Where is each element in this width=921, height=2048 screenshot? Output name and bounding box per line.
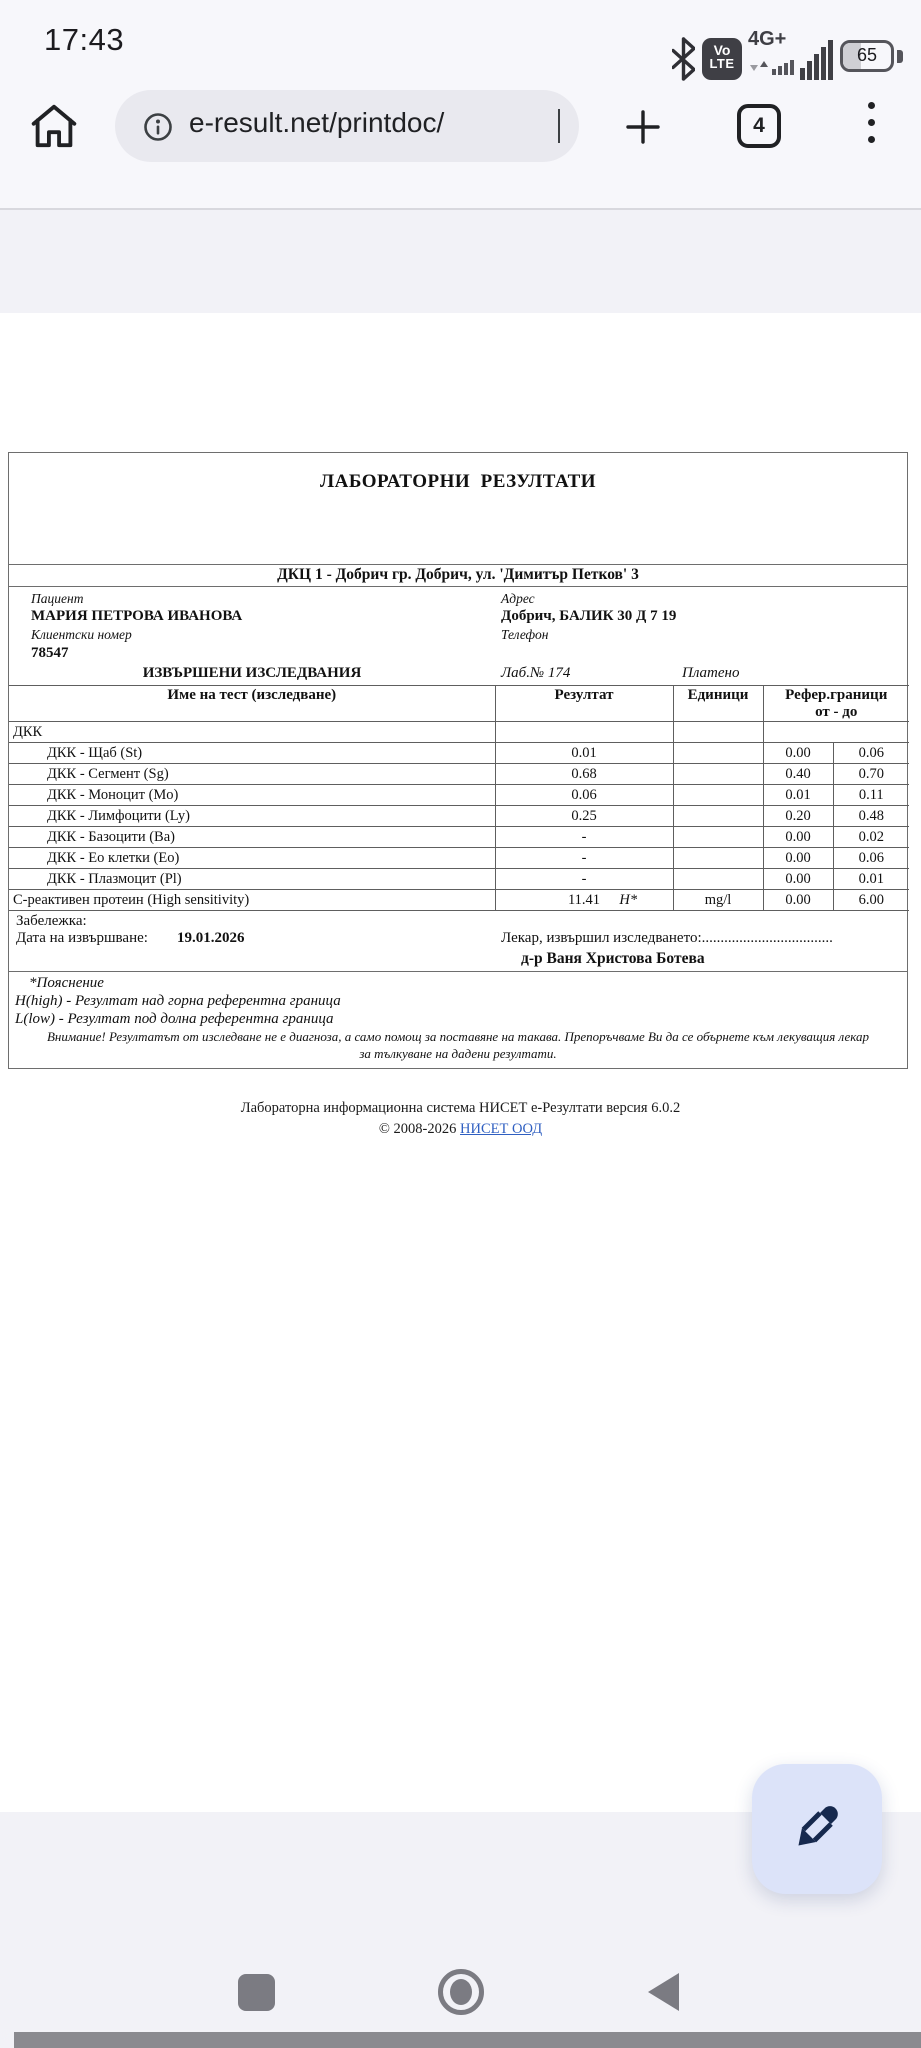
result-cell: 0.68 xyxy=(495,764,673,785)
result-cell: - xyxy=(495,869,673,890)
volte-icon: Vo LTE xyxy=(702,38,742,80)
nav-back-button[interactable] xyxy=(648,1973,679,2011)
viewport-top-margin xyxy=(0,210,921,313)
page-info-icon[interactable] xyxy=(143,112,173,147)
pencil-icon xyxy=(783,1793,851,1866)
units-cell xyxy=(673,743,763,764)
ref-from-cell: 0.00 xyxy=(763,890,833,911)
ref-from-cell: 0.20 xyxy=(763,806,833,827)
patient-info-section xyxy=(9,587,907,665)
bluetooth-icon xyxy=(672,36,695,87)
results-table xyxy=(9,685,909,911)
date-value: 19.01.2026 xyxy=(177,930,245,946)
legend-title: *Пояснение xyxy=(29,975,104,991)
legend-high: H(high) - Резултат над горна референтна граница xyxy=(15,993,341,1009)
ref-to-cell: 6.00 xyxy=(833,890,909,911)
date-label: Дата на извършване: xyxy=(16,930,148,946)
legend-section xyxy=(9,972,907,1068)
home-button[interactable] xyxy=(28,100,80,157)
doctor-name: д-р Ваня Христова Ботева xyxy=(521,950,705,967)
new-tab-button[interactable] xyxy=(622,106,664,153)
niset-link[interactable]: НИСЕТ ООД xyxy=(460,1121,543,1138)
result-cell: 0.06 xyxy=(495,785,673,806)
document-title: ЛАБОРАТОРНИ РЕЗУЛТАТИ xyxy=(319,471,597,492)
table-row xyxy=(9,722,909,743)
ref-from-cell: 0.40 xyxy=(763,764,833,785)
result-cell: - xyxy=(495,848,673,869)
lab-number: Лаб.№ 174 xyxy=(501,665,571,681)
table-row xyxy=(9,785,909,806)
status-time: 17:43 xyxy=(44,22,125,57)
client-number-label: Клиентски номер xyxy=(31,627,132,643)
header-units: Единици xyxy=(673,686,763,722)
test-name-cell: С-реактивен протеин (High sensitivity) xyxy=(9,890,495,911)
header-test-name: Име на тест (изследване) xyxy=(9,686,495,722)
ref-from-cell: 0.00 xyxy=(763,827,833,848)
client-number: 78547 xyxy=(31,644,69,661)
test-name-cell: ДКК - Щаб (St) xyxy=(9,743,495,764)
ref-to-cell: 0.06 xyxy=(833,743,909,764)
address-label: Адрес xyxy=(501,591,535,606)
test-name-cell: ДКК - Ео клетки (Eo) xyxy=(9,848,495,869)
ref-to-cell: 0.01 xyxy=(833,869,909,890)
test-name-cell: ДКК - Сегмент (Sg) xyxy=(9,764,495,785)
phone-label: Телефон xyxy=(501,627,549,643)
data-activity-icon xyxy=(748,56,794,81)
ref-to-cell: 0.48 xyxy=(833,806,909,827)
tab-count: 4 xyxy=(753,114,765,137)
url-text[interactable]: e-result.net/printdoc/ xyxy=(189,107,445,138)
ref-to-cell: 0.70 xyxy=(833,764,909,785)
url-bar[interactable] xyxy=(115,90,579,162)
text-cursor xyxy=(558,109,560,143)
copyright-text: © 2008-2026 xyxy=(378,1121,461,1138)
ref-to-cell: 0.02 xyxy=(833,827,909,848)
units-cell xyxy=(673,785,763,806)
gesture-bar[interactable] xyxy=(14,2032,921,2048)
test-name-cell: ДКК - Лимфоцити (Ly) xyxy=(9,806,495,827)
tab-switcher-button[interactable] xyxy=(737,104,781,148)
ref-to-cell: 0.11 xyxy=(833,785,909,806)
table-row xyxy=(9,848,909,869)
table-row xyxy=(9,806,909,827)
legend-low: L(low) - Резултат под долна референтна граница xyxy=(15,1011,334,1027)
ref-from-cell: 0.00 xyxy=(763,743,833,764)
doctor-label: Лекар, извършил изследването:................................... xyxy=(501,930,833,946)
test-name-cell: ДКК xyxy=(9,722,495,743)
battery-nub xyxy=(897,50,903,63)
notes-section xyxy=(9,911,907,972)
edit-fab-button[interactable] xyxy=(752,1764,882,1894)
result-cell: 0.25 xyxy=(495,806,673,827)
table-header-row xyxy=(9,686,909,722)
units-cell xyxy=(673,764,763,785)
ref-from-cell: 0.00 xyxy=(763,848,833,869)
units-cell: mg/l xyxy=(673,890,763,911)
table-row xyxy=(9,869,909,890)
units-cell xyxy=(673,827,763,848)
section-title: ИЗВЪРШЕНИ ИЗСЛЕДВАНИЯ xyxy=(142,665,362,681)
header-ref-range: Рефер.граници от - до xyxy=(763,686,909,722)
menu-button[interactable] xyxy=(868,102,876,153)
signal-strength-icon xyxy=(800,36,836,85)
result-cell xyxy=(495,722,673,743)
nav-recents-button[interactable] xyxy=(238,1974,275,2011)
lab-results-document xyxy=(8,452,908,1069)
battery-percent: 65 xyxy=(856,45,878,65)
ref-from-cell: 0.00 xyxy=(763,869,833,890)
ref-to-cell: 0.06 xyxy=(833,848,909,869)
test-name-cell: ДКК - Плазмоцит (Pl) xyxy=(9,869,495,890)
ref-from-cell: 0.01 xyxy=(763,785,833,806)
ref-range-cell xyxy=(763,722,909,743)
test-name-cell: ДКК - Базоцити (Ba) xyxy=(9,827,495,848)
result-cell: 0.01 xyxy=(495,743,673,764)
paid-status: Платено xyxy=(682,665,740,681)
units-cell xyxy=(673,806,763,827)
site-footer xyxy=(0,1098,921,1140)
home-dot xyxy=(450,1979,472,2005)
header-result: Резултат xyxy=(495,686,673,722)
patient-name: МАРИЯ ПЕТРОВА ИВАНОВА xyxy=(31,608,243,625)
nav-home-button[interactable] xyxy=(438,1969,484,2015)
patient-label: Пациент xyxy=(31,591,84,606)
result-cell: 11.41 H* xyxy=(495,890,673,911)
table-row xyxy=(9,743,909,764)
document-header xyxy=(9,453,907,564)
lis-version-line: Лабораторна информационна система НИСЕТ е-Резултати версия 6.0.2 xyxy=(240,1100,681,1116)
units-cell xyxy=(673,848,763,869)
table-row xyxy=(9,890,909,911)
units-cell xyxy=(673,869,763,890)
battery-icon xyxy=(840,40,894,72)
test-name-cell: ДКК - Моноцит (Mo) xyxy=(9,785,495,806)
warning-text: Внимание! Резултатът от изследване не е диагноза, а само помощ за поставяне на такава. Препоръчваме Ви да се обърнете към лекуващия лекар за тълкуване на дадени резултати. xyxy=(46,1029,870,1061)
address-value: Добрич, БАЛИК 30 Д 7 19 xyxy=(501,608,677,625)
network-type-label: 4G+ xyxy=(748,28,787,50)
clinic-name: ДКЦ 1 - Добрич гр. Добрич, ул. 'Димитър Петков' 3 xyxy=(9,564,907,587)
units-cell xyxy=(673,722,763,743)
tests-section-row xyxy=(9,665,907,685)
result-cell: - xyxy=(495,827,673,848)
table-row xyxy=(9,764,909,785)
browser-chrome xyxy=(0,0,921,210)
note-label: Забележка: xyxy=(16,913,87,929)
table-row xyxy=(9,827,909,848)
